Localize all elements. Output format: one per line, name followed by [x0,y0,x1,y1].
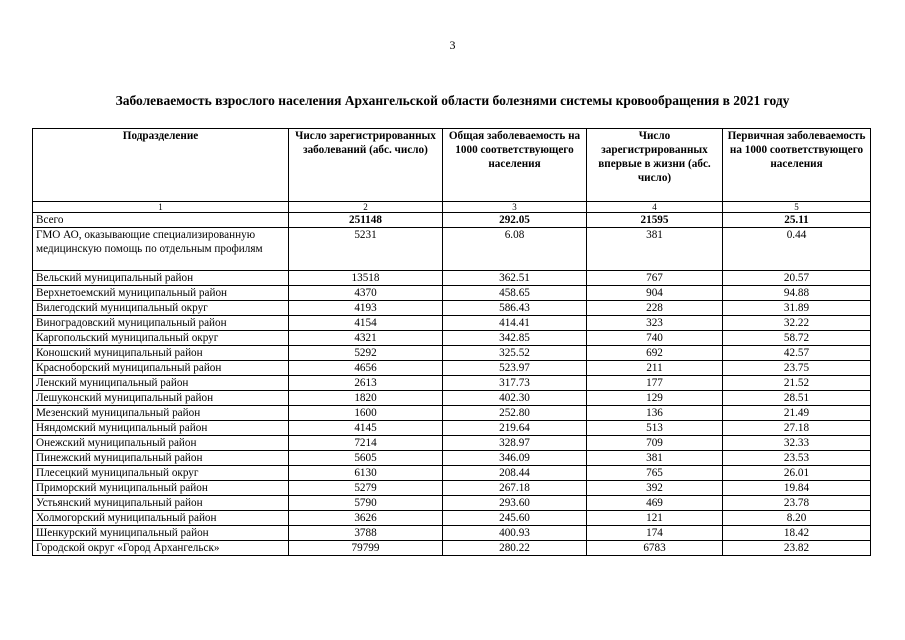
primary-rate: 0.44 [723,228,871,271]
general-rate: 325.52 [443,346,587,361]
table-row [33,346,871,361]
table-row [33,361,871,376]
table-row [33,466,871,481]
first-time-count: 767 [587,271,723,286]
primary-rate: 94.88 [723,286,871,301]
registered-count: 5231 [289,228,443,271]
primary-rate: 32.33 [723,436,871,451]
primary-rate: 32.22 [723,316,871,331]
registered-count: 4193 [289,301,443,316]
row-name: Онежский муниципальный район [33,436,289,451]
header-primary-rate: Первичная заболеваемость на 1000 соответствующего населения [723,129,871,202]
general-rate: 267.18 [443,481,587,496]
table-row [33,331,871,346]
registered-count: 5292 [289,346,443,361]
row-name: Мезенский муниципальный район [33,406,289,421]
first-time-count: 228 [587,301,723,316]
registered-count: 13518 [289,271,443,286]
first-time-count: 740 [587,331,723,346]
registered-count: 1820 [289,391,443,406]
first-time-count: 904 [587,286,723,301]
document-title: Заболеваемость взрослого населения Архангельской области болезнями системы кровообращения в 2021 году [115,93,790,108]
table-body [33,213,871,556]
registered-count: 4154 [289,316,443,331]
page-number: 3 [449,38,456,52]
first-time-count: 21595 [587,213,723,228]
general-rate: 245.60 [443,511,587,526]
primary-rate: 27.18 [723,421,871,436]
table-row [33,541,871,556]
first-time-count: 6783 [587,541,723,556]
row-name: Каргопольский муниципальный округ [33,331,289,346]
row-name: Городской округ «Город Архангельск» [33,541,289,556]
header-registered: Число зарегистрированных заболеваний (абс. число) [289,129,443,202]
primary-rate: 42.57 [723,346,871,361]
primary-rate: 18.42 [723,526,871,541]
general-rate: 280.22 [443,541,587,556]
registered-count: 2613 [289,376,443,391]
table-row [33,228,871,271]
table-row [33,406,871,421]
general-rate: 400.93 [443,526,587,541]
first-time-count: 765 [587,466,723,481]
column-number: 1 [33,202,289,213]
column-number: 2 [289,202,443,213]
general-rate: 458.65 [443,286,587,301]
primary-rate: 8.20 [723,511,871,526]
general-rate: 317.73 [443,376,587,391]
row-name: Шенкурский муниципальный район [33,526,289,541]
registered-count: 79799 [289,541,443,556]
row-name: Виноградовский муниципальный район [33,316,289,331]
registered-count: 4656 [289,361,443,376]
registered-count: 3626 [289,511,443,526]
table-row [33,376,871,391]
registered-count: 6130 [289,466,443,481]
total-row [33,213,871,228]
first-time-count: 381 [587,228,723,271]
column-number-row [33,202,871,213]
table-row [33,316,871,331]
row-name: Красноборский муниципальный район [33,361,289,376]
row-name: Лешуконский муниципальный район [33,391,289,406]
registered-count: 251148 [289,213,443,228]
first-time-count: 129 [587,391,723,406]
row-name: Ленский муниципальный район [33,376,289,391]
table-row [33,301,871,316]
first-time-count: 177 [587,376,723,391]
table-row [33,421,871,436]
primary-rate: 21.49 [723,406,871,421]
registered-count: 7214 [289,436,443,451]
table-row [33,496,871,511]
primary-rate: 23.75 [723,361,871,376]
primary-rate: 21.52 [723,376,871,391]
primary-rate: 28.51 [723,391,871,406]
general-rate: 6.08 [443,228,587,271]
primary-rate: 58.72 [723,331,871,346]
morbidity-table [32,128,871,556]
primary-rate: 23.53 [723,451,871,466]
table-row [33,481,871,496]
header-first-time: Число зарегистрированных впервые в жизни (абс. число) [587,129,723,202]
row-name: Всего [33,213,289,228]
registered-count: 5790 [289,496,443,511]
first-time-count: 136 [587,406,723,421]
first-time-count: 469 [587,496,723,511]
registered-count: 5279 [289,481,443,496]
general-rate: 328.97 [443,436,587,451]
general-rate: 586.43 [443,301,587,316]
row-name: Приморский муниципальный район [33,481,289,496]
row-name: Устьянский муниципальный район [33,496,289,511]
table-row [33,271,871,286]
primary-rate: 19.84 [723,481,871,496]
registered-count: 4321 [289,331,443,346]
general-rate: 342.85 [443,331,587,346]
primary-rate: 23.78 [723,496,871,511]
registered-count: 4145 [289,421,443,436]
row-name: Пинежский муниципальный район [33,451,289,466]
header-subdivision: Подразделение [33,129,289,202]
first-time-count: 121 [587,511,723,526]
general-rate: 346.09 [443,451,587,466]
row-name: ГМО АО, оказывающие специализированную медицинскую помощь по отдельным профилям [33,228,289,271]
first-time-count: 323 [587,316,723,331]
table-row [33,451,871,466]
row-name: Верхнетоемский муниципальный район [33,286,289,301]
row-name: Няндомский муниципальный район [33,421,289,436]
row-name: Холмогорский муниципальный район [33,511,289,526]
column-number: 3 [443,202,587,213]
primary-rate: 26.01 [723,466,871,481]
header-general-rate: Общая заболеваемость на 1000 соответствующего населения [443,129,587,202]
table-row [33,436,871,451]
registered-count: 1600 [289,406,443,421]
registered-count: 3788 [289,526,443,541]
row-name: Плесецкий муниципальный округ [33,466,289,481]
first-time-count: 392 [587,481,723,496]
general-rate: 414.41 [443,316,587,331]
first-time-count: 211 [587,361,723,376]
general-rate: 523.97 [443,361,587,376]
general-rate: 402.30 [443,391,587,406]
general-rate: 219.64 [443,421,587,436]
table-row [33,526,871,541]
header-row [33,129,871,202]
general-rate: 252.80 [443,406,587,421]
primary-rate: 23.82 [723,541,871,556]
primary-rate: 31.89 [723,301,871,316]
first-time-count: 709 [587,436,723,451]
first-time-count: 513 [587,421,723,436]
row-name: Вельский муниципальный район [33,271,289,286]
row-name: Вилегодский муниципальный округ [33,301,289,316]
row-name: Коношский муниципальный район [33,346,289,361]
table-row [33,391,871,406]
general-rate: 208.44 [443,466,587,481]
column-number: 4 [587,202,723,213]
table-row [33,286,871,301]
general-rate: 362.51 [443,271,587,286]
registered-count: 4370 [289,286,443,301]
first-time-count: 381 [587,451,723,466]
registered-count: 5605 [289,451,443,466]
column-number: 5 [723,202,871,213]
first-time-count: 174 [587,526,723,541]
general-rate: 292.05 [443,213,587,228]
primary-rate: 20.57 [723,271,871,286]
primary-rate: 25.11 [723,213,871,228]
first-time-count: 692 [587,346,723,361]
general-rate: 293.60 [443,496,587,511]
table-row [33,511,871,526]
